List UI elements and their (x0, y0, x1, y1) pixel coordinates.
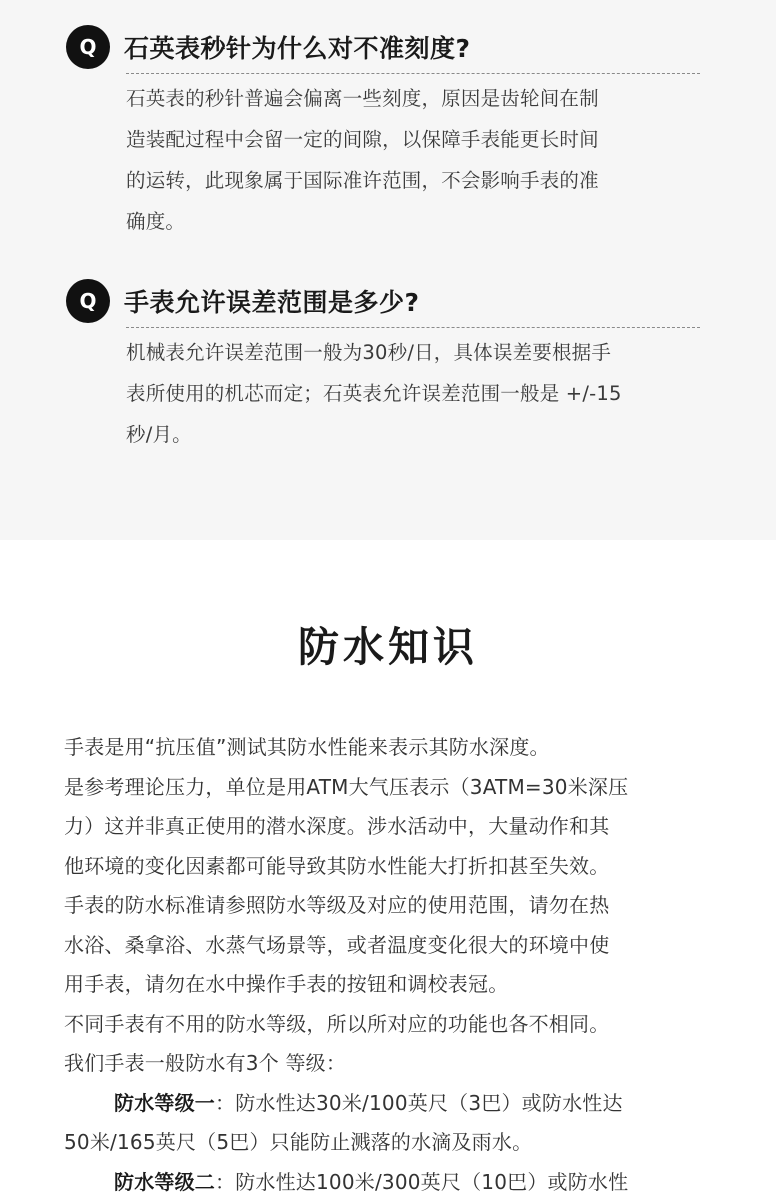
faq-question-row (66, 24, 702, 70)
body-line: 不同手表有不用的防水等级，所以所对应的功能也各不相同。 (64, 1005, 714, 1045)
faq-question: 石英表秒针为什么对不准刻度? (124, 29, 471, 65)
body-line: 是参考理论压力，单位是用ATM大气压表示（3ATM=30米深压 (64, 768, 714, 808)
answer-line: 石英表的秒针普遍会偏离一些刻度，原因是齿轮间在制 (126, 78, 704, 119)
answer-line: 表所使用的机芯而定；石英表允许误差范围一般是 +/-15 (126, 373, 704, 414)
question-badge-icon: Q (66, 279, 110, 323)
answer-line: 的运转，此现象属于国际准许范围，不会影响手表的准 (126, 160, 704, 201)
waterproof-level-label: 防水等级二 (114, 1170, 215, 1194)
body-line: 我们手表一般防水有3个 等级： (64, 1044, 714, 1084)
answer-line: 确度。 (126, 201, 704, 242)
waterproof-level-line (64, 1084, 714, 1124)
faq-answer (126, 78, 704, 242)
faq-answer (126, 332, 704, 455)
body-line: 水浴、桑拿浴、水蒸气场景等，或者温度变化很大的环境中使 (64, 926, 714, 966)
dashed-divider (126, 327, 700, 328)
faq-item (66, 278, 702, 455)
body-line: 手表是用“抗压值”测试其防水性能来表示其防水深度。 (64, 728, 714, 768)
answer-line: 造装配过程中会留一定的间隙，以保障手表能更长时间 (126, 119, 704, 160)
dashed-divider (126, 73, 700, 74)
question-badge-icon: Q (66, 25, 110, 69)
body-line: 手表的防水标准请参照防水等级及对应的使用范围，请勿在热 (64, 886, 714, 926)
waterproof-level-continuation: 50米/165英尺（5巴）只能防止溅落的水滴及雨水。 (64, 1123, 714, 1163)
faq-panel (0, 0, 776, 540)
waterproof-level-text: ：防水性达30米/100英尺（3巴）或防水性达 (215, 1091, 623, 1115)
waterproof-level-line (64, 1163, 714, 1202)
waterproof-level-text: ：防水性达100米/300英尺（10巴）或防水性 (215, 1170, 628, 1194)
faq-item (66, 24, 702, 242)
faq-question: 手表允许误差范围是多少? (124, 283, 420, 319)
body-line: 力）这并非真正使用的潜水深度。涉水活动中，大量动作和其 (64, 807, 714, 847)
section-body (64, 728, 714, 1202)
waterproof-level-label: 防水等级一 (114, 1091, 215, 1115)
answer-line: 机械表允许误差范围一般为30秒/日，具体误差要根据手 (126, 332, 704, 373)
section-title: 防水知识 (0, 614, 776, 673)
body-line: 用手表，请勿在水中操作手表的按钮和调校表冠。 (64, 965, 714, 1005)
body-line: 他环境的变化因素都可能导致其防水性能大打折扣甚至失效。 (64, 847, 714, 887)
answer-line: 秒/月。 (126, 414, 704, 455)
faq-question-row (66, 278, 702, 324)
